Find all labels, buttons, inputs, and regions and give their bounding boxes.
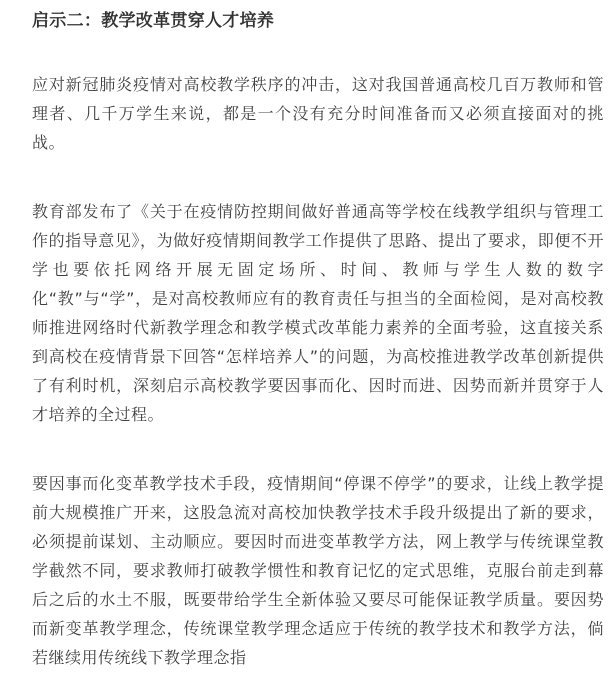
section-heading: 启示二：教学改革贯穿人才培养 — [32, 11, 275, 31]
article — [32, 0, 604, 672]
paragraph-teaching-reform: 要因事而化变革教学技术手段，疫情期间“停课不停学”的要求，让线上教学提前大规模推广开来，这股急流对高校加快教学技术手段升级提出了新的要求，必须提前谋划、主动顺应。要因时而进变革教学方法，网上教学与传统课堂教学截然不同，要求教师打破教学惯性和教育记忆的定式思维，克服台前走到幕后之后的水土不服，既要带给学生全新体验又要尽可能保证教学质量。要因势而新变革教学理念，传统课堂教学理念适应于传统的教学技术和教学方法，倘若继续用传统线下教学理念指 — [32, 474, 604, 667]
paragraph-challenge: 应对新冠肺炎疫情对高校教学秩序的冲击，这对我国普通高校几百万教师和管理者、几千万学生来说，都是一个没有充分时间准备而又必须直接面对的挑战。 — [32, 75, 604, 152]
paragraph-ministry-guidance: 教育部发布了《关于在疫情防控期间做好普通高等学校在线教学组织与管理工作的指导意见》，为做好疫情期间教学工作提供了思路、提出了要求，即便不开学也要依托网络开展无固定场所、时间、教师与学生人数的数字化“教”与“学”，是对高校教师应有的教育责任与担当的全面检阅，是对高校教师推进网络时代新教学理念和教学模式改革能力素养的全面考验，这直接关系到高校在疫情背景下回答“怎样培养人”的问题，为高校推进教学改革创新提供了有利时机，深刻启示高校教学要因事而化、因时而进、因势而新并贯穿于人才培养的全过程。 — [32, 202, 604, 424]
